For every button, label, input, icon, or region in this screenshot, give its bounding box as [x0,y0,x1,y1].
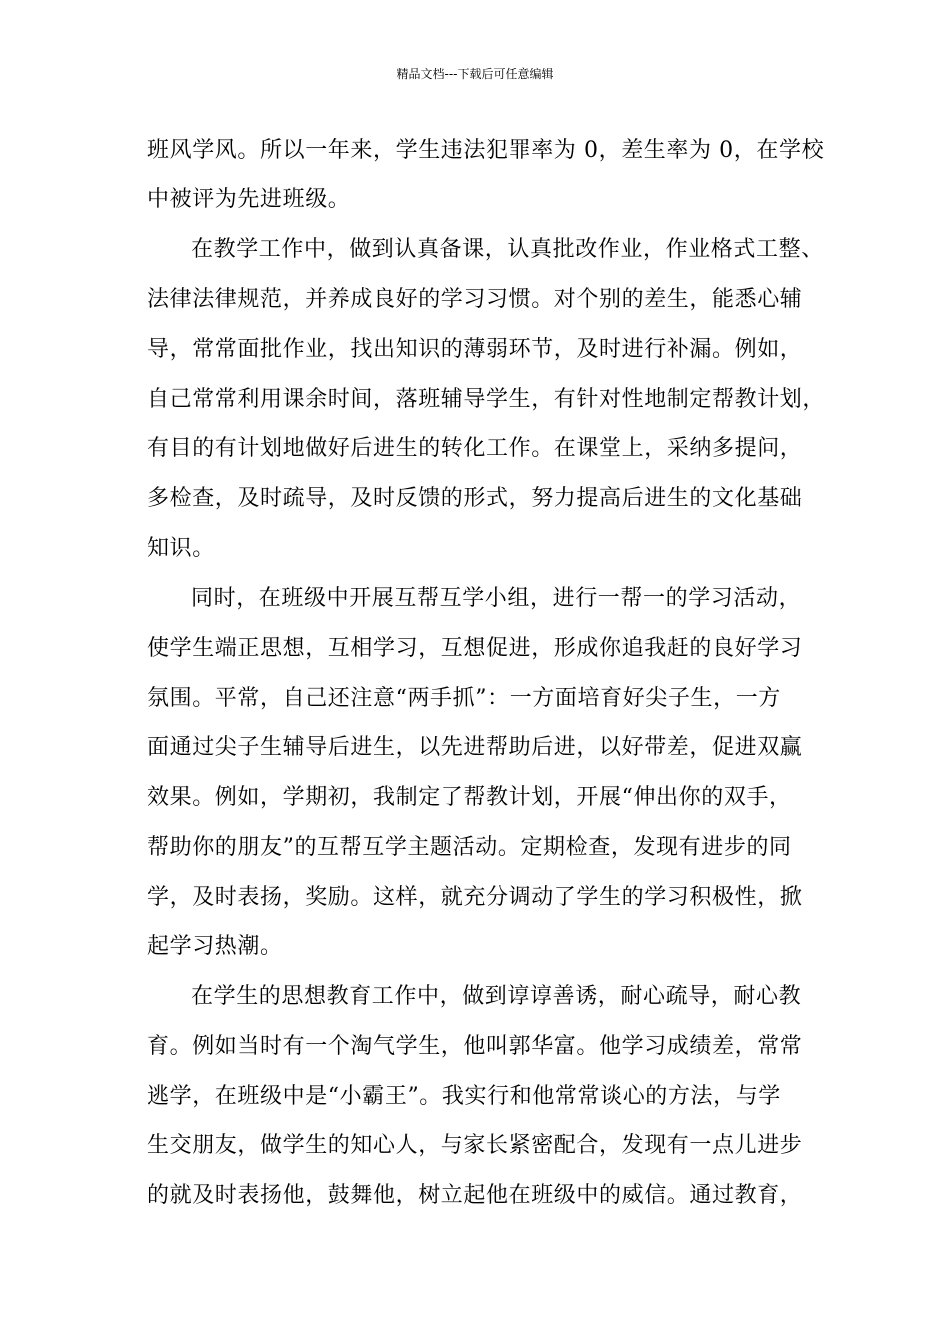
text-line: 学，及时表扬，奖励。这样，就充分调动了学生的学习积极性，掀 [147,885,803,910]
page-header: 精品文档---下载后可任意编辑 [396,67,554,81]
text-line: 同时，在班级中开展互帮互学小组，进行一帮一的学习活动， [191,586,802,611]
text-line: 中被评为先进班级。 [147,187,351,212]
text-line: 在教学工作中，做到认真备课，认真批改作业，作业格式工整、 [191,237,824,262]
text-line: 多检查，及时疏导，及时反馈的形式，努力提高后进生的文化基础 [147,486,803,511]
text-line: 生交朋友，做学生的知心人，与家长紧密配合，发现有一点儿进步 [147,1133,803,1158]
text-line: 育。例如当时有一个淘气学生，他叫郭华富。他学习成绩差，常常 [147,1034,803,1059]
text-line: 导，常常面批作业，找出知识的薄弱环节，及时进行补漏。例如， [147,337,803,362]
text-line: 有目的有计划地做好后进生的转化工作。在课堂上，采纳多提问， [147,436,803,461]
text-line: 在学生的思想教育工作中，做到谆谆善诱，耐心疏导，耐心教 [191,984,802,1009]
text-line: 起学习热潮。 [147,934,283,959]
text-line: 的就及时表扬他，鼓舞他，树立起他在班级中的威信。通过教育， [147,1183,803,1208]
text-line: 效果。例如，学期初，我制定了帮教计划，开展“伸出你的双手， [147,785,792,810]
text-line: 面通过尖子生辅导后进生，以先进帮助后进，以好带差，促进双赢 [147,735,803,760]
text-line: 知识。 [147,536,215,561]
text-line: 班风学风。所以一年来，学生违法犯罪率为 0，差生率为 0，在学校 [147,138,825,163]
text-line: 逃学，在班级中是“小霸王”。我实行和他常常谈心的方法，与学 [147,1084,781,1109]
text-line: 使学生端正思想，互相学习，互想促进，形成你追我赶的良好学习 [147,636,803,661]
text-line: 自己常常利用课余时间，落班辅导学生，有针对性地制定帮教计划， [147,387,826,412]
text-line: 氛围。平常，自己还注意“两手抓”：一方面培育好尖子生，一方 [147,686,781,711]
text-line: 帮助你的朋友”的互帮互学主题活动。定期检查，发现有进步的同 [147,835,792,860]
text-line: 法律法律规范，并养成良好的学习习惯。对个别的差生，能悉心辅 [147,287,803,312]
